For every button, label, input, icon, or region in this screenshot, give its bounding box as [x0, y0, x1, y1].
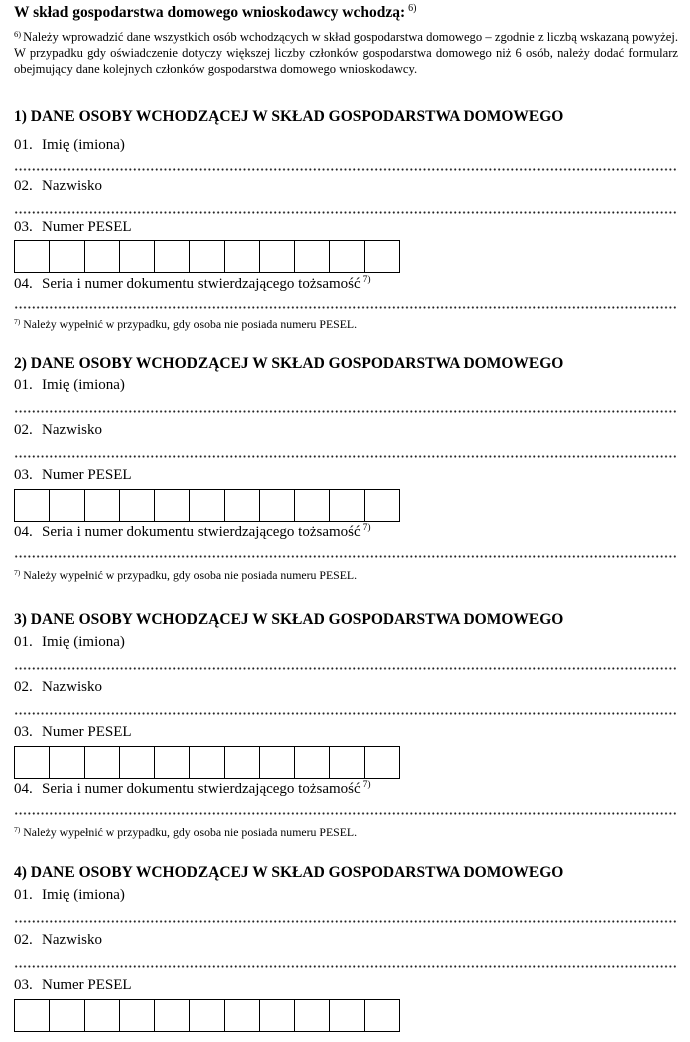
- pesel-digit-box[interactable]: [15, 999, 50, 1032]
- first-name-field[interactable]: [14, 168, 678, 171]
- pesel-digit-box[interactable]: [295, 746, 330, 779]
- last-name-label: [14, 932, 102, 949]
- field-label-text: Numer PESEL: [42, 219, 132, 235]
- pesel-digit-box[interactable]: [260, 240, 295, 273]
- pesel-digit-box[interactable]: [295, 240, 330, 273]
- field-number: 04.: [14, 276, 33, 292]
- pesel-digit-box[interactable]: [120, 240, 155, 273]
- pesel-digit-box[interactable]: [15, 489, 50, 522]
- first-name-field[interactable]: [14, 920, 678, 923]
- last-name-field[interactable]: [14, 712, 678, 715]
- field-footnote-ref: 7): [362, 275, 371, 285]
- pesel-digit-box[interactable]: [50, 746, 85, 779]
- pesel-digit-box[interactable]: [85, 746, 120, 779]
- field-label-text: Nazwisko: [42, 679, 102, 695]
- pesel-digit-box[interactable]: [155, 240, 190, 273]
- pesel-digit-box[interactable]: [50, 240, 85, 273]
- pesel-digit-box[interactable]: [155, 489, 190, 522]
- pesel-digit-box[interactable]: [120, 746, 155, 779]
- field-number: 04.: [14, 524, 33, 540]
- id-document-label: [14, 523, 371, 541]
- pesel-digit-box[interactable]: [50, 999, 85, 1032]
- field-label-text: Seria i numer dokumentu stwierdzającego tożsamość: [42, 781, 361, 797]
- pesel-label: [14, 724, 132, 741]
- pesel-digit-box[interactable]: [330, 746, 365, 779]
- note-text: Należy wprowadzić dane wszystkich osób wchodzących w skład gospodarstwa domowego – zgodnie z liczbą wskazaną powyżej. W przypadku gdy oświadczenie dotyczy większej liczby członków gospodarstwa domowego niż 6 osób, należy dodać formularz obejmujący dane kolejnych członków gospodarstwa domowego wnioskodawcy.: [14, 30, 678, 77]
- field-number: 03.: [14, 219, 33, 235]
- field-label-text: Numer PESEL: [42, 724, 132, 740]
- last-name-label: [14, 679, 102, 696]
- pesel-digit-box[interactable]: [330, 999, 365, 1032]
- pesel-digit-box[interactable]: [190, 999, 225, 1032]
- first-name-field[interactable]: [14, 410, 678, 413]
- pesel-digit-box[interactable]: [365, 240, 400, 273]
- footnote-marker: 7): [14, 568, 21, 577]
- footnote-text: Należy wypełnić w przypadku, gdy osoba nie posiada numeru PESEL.: [23, 317, 358, 331]
- pesel-footnote: [14, 568, 357, 583]
- field-number: 02.: [14, 679, 33, 695]
- pesel-digit-box[interactable]: [85, 240, 120, 273]
- pesel-digit-box[interactable]: [330, 489, 365, 522]
- pesel-digit-box[interactable]: [190, 240, 225, 273]
- field-label-text: Nazwisko: [42, 422, 102, 438]
- field-number: 02.: [14, 178, 33, 194]
- first-name-label: [14, 137, 125, 154]
- pesel-digit-box[interactable]: [225, 489, 260, 522]
- field-number: 01.: [14, 377, 33, 393]
- form-title-footnote-ref: 6): [408, 3, 417, 14]
- pesel-digit-box[interactable]: [15, 746, 50, 779]
- pesel-digit-box[interactable]: [225, 746, 260, 779]
- form-title-text: W skład gospodarstwa domowego wnioskodawcy wchodzą:: [14, 4, 406, 21]
- last-name-field[interactable]: [14, 965, 678, 968]
- pesel-digit-box[interactable]: [190, 489, 225, 522]
- field-label-text: Numer PESEL: [42, 977, 132, 993]
- field-number: 03.: [14, 977, 33, 993]
- first-name-label: [14, 634, 125, 651]
- id-document-field[interactable]: [14, 306, 678, 309]
- pesel-digit-box[interactable]: [120, 489, 155, 522]
- pesel-digit-box[interactable]: [155, 746, 190, 779]
- first-name-label: [14, 377, 125, 394]
- pesel-label: [14, 467, 132, 484]
- pesel-digit-box[interactable]: [365, 489, 400, 522]
- pesel-digit-box[interactable]: [155, 999, 190, 1032]
- pesel-digit-box[interactable]: [85, 999, 120, 1032]
- pesel-digit-box[interactable]: [295, 489, 330, 522]
- pesel-footnote: [14, 825, 357, 840]
- pesel-digit-box[interactable]: [260, 489, 295, 522]
- note-footnote-marker: 6): [14, 29, 22, 39]
- field-label-text: Imię (imiona): [42, 634, 125, 650]
- field-number: 01.: [14, 887, 33, 903]
- pesel-boxes: [14, 999, 400, 1032]
- field-footnote-ref: 7): [362, 523, 371, 533]
- pesel-label: [14, 219, 132, 236]
- pesel-digit-box[interactable]: [365, 999, 400, 1032]
- pesel-label: [14, 977, 132, 994]
- field-number: 03.: [14, 724, 33, 740]
- section-heading: 2) DANE OSOBY WCHODZĄCEJ W SKŁAD GOSPODARSTWA DOMOWEGO: [14, 355, 564, 372]
- section-heading: 4) DANE OSOBY WCHODZĄCEJ W SKŁAD GOSPODARSTWA DOMOWEGO: [14, 864, 564, 881]
- section-heading: 3) DANE OSOBY WCHODZĄCEJ W SKŁAD GOSPODARSTWA DOMOWEGO: [14, 611, 564, 628]
- field-number: 02.: [14, 932, 33, 948]
- pesel-boxes: [14, 489, 400, 522]
- last-name-label: [14, 178, 102, 195]
- field-number: 04.: [14, 781, 33, 797]
- pesel-digit-box[interactable]: [190, 746, 225, 779]
- pesel-digit-box[interactable]: [295, 999, 330, 1032]
- pesel-digit-box[interactable]: [330, 240, 365, 273]
- footnote-marker: 7): [14, 317, 21, 326]
- last-name-field[interactable]: [14, 455, 678, 458]
- pesel-digit-box[interactable]: [225, 240, 260, 273]
- field-number: 03.: [14, 467, 33, 483]
- pesel-digit-box[interactable]: [15, 240, 50, 273]
- first-name-field[interactable]: [14, 667, 678, 670]
- household-note: [14, 26, 678, 78]
- pesel-boxes: [14, 746, 400, 779]
- pesel-digit-box[interactable]: [85, 489, 120, 522]
- field-label-text: Numer PESEL: [42, 467, 132, 483]
- field-label-text: Imię (imiona): [42, 887, 125, 903]
- first-name-label: [14, 887, 125, 904]
- pesel-digit-box[interactable]: [120, 999, 155, 1032]
- field-label-text: Seria i numer dokumentu stwierdzającego tożsamość: [42, 524, 361, 540]
- last-name-label: [14, 422, 102, 439]
- last-name-field[interactable]: [14, 211, 678, 214]
- footnote-text: Należy wypełnić w przypadku, gdy osoba nie posiada numeru PESEL.: [23, 825, 358, 839]
- field-number: 02.: [14, 422, 33, 438]
- pesel-digit-box[interactable]: [260, 746, 295, 779]
- field-label-text: Nazwisko: [42, 178, 102, 194]
- field-label-text: Imię (imiona): [42, 377, 125, 393]
- id-document-field[interactable]: [14, 812, 678, 815]
- field-label-text: Nazwisko: [42, 932, 102, 948]
- field-number: 01.: [14, 634, 33, 650]
- form-title: [14, 3, 416, 22]
- pesel-digit-box[interactable]: [260, 999, 295, 1032]
- footnote-text: Należy wypełnić w przypadku, gdy osoba nie posiada numeru PESEL.: [23, 568, 358, 582]
- footnote-marker: 7): [14, 825, 21, 834]
- pesel-boxes: [14, 240, 400, 273]
- pesel-footnote: [14, 317, 357, 332]
- id-document-label: [14, 275, 371, 293]
- pesel-digit-box[interactable]: [365, 746, 400, 779]
- id-document-label: [14, 780, 371, 798]
- id-document-field[interactable]: [14, 555, 678, 558]
- field-number: 01.: [14, 137, 33, 153]
- field-footnote-ref: 7): [362, 780, 371, 790]
- pesel-digit-box[interactable]: [50, 489, 85, 522]
- pesel-digit-box[interactable]: [225, 999, 260, 1032]
- field-label-text: Imię (imiona): [42, 137, 125, 153]
- section-heading: 1) DANE OSOBY WCHODZĄCEJ W SKŁAD GOSPODARSTWA DOMOWEGO: [14, 108, 564, 125]
- field-label-text: Seria i numer dokumentu stwierdzającego tożsamość: [42, 276, 361, 292]
